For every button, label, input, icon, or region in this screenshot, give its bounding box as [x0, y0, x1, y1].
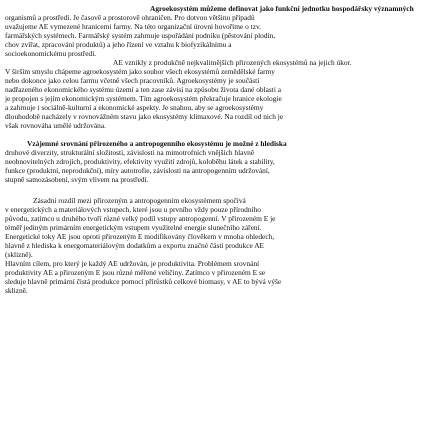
p4-line-6: hlavně z hlediska k energomateriálovým dodatkům a exportu značné části produkce AE [5, 241, 265, 250]
p3-line-5: stupně samozásobení, svým vlivem na prostředí. [5, 175, 149, 184]
p2-line-3: nebo dokonce jako celou farmu včetně všech pracovníků. Agroekosystémy je součástí [5, 76, 260, 85]
p4-line-1: Zásadní rozdíl mezi přirozeným a antropogenním ekosystémem spočívá [33, 196, 246, 205]
p4-line-9: produktivity AE a přirozeným E jsou různé měřené veličiny. Zatímco v přirozeném E se [5, 268, 266, 277]
p3-line-2: druhové diverzity, strukturální složitosti, závislosti na mimotrofních vnějších hlavně [5, 148, 255, 157]
p3-line-1: Vzájemné srovnání přirozeného a antropogenního ekosystému je možné z hlediska [27, 139, 287, 148]
p4-line-8: Hlavním cílem, pro který je každý AE udržován, je produktivita. Problémem srovnání [5, 259, 260, 268]
p4-line-3: původu, zatímco u druhého tvoří různé velký podíl vstupy antropogenní. V přirozeném E je [5, 214, 276, 223]
p1-line-3: uvažujeme AE vymezené hranicemi farmy. Na této organizační úrovni hovoříme o tzv. [5, 22, 262, 31]
p1-line-5: chov zvířat, zpracování produktů) a jeho řízení ve vztahu k biofyzikálnímu a [5, 40, 232, 49]
p2-line-6: a zahrnuje i sociálně-kulturní a ekonomické aspekty. Je snahou, aby se agroekosystémy [5, 103, 264, 112]
p4-line-5: Energetické toky AE jsou oproti přirozeným E modifikovány člověkem v mnoha ohledech, [5, 232, 275, 241]
p1-line-6: socioekonomickému prostředí. [5, 49, 97, 58]
p1-line-2: organismů a prostředí. Je časově a prostorově ohraničen. Pro dotvou většinu případů [5, 13, 255, 22]
p2-line-7: dlouhodobě nacházely v rovnovážném stavu jako ekosystémy klimaxové. Na rozdíl od nich je [5, 112, 284, 121]
p3-line-3: neobnovitelných zdrojích, produktivity, efektivity využití zdrojů, koloběhu látek a stability, [5, 157, 275, 166]
p2-line-5: je propojen s jejím ekonomickým systémem. Tím agroekosystém překračuje hranice ekologie [5, 94, 282, 103]
p2-line-8: však rovnováha umělé udržována. [5, 121, 106, 130]
p4-line-4: téměř jediným primárním energetickým vstupem využitelné energie slunečního záření. [5, 223, 262, 232]
p4-line-7: (sklizně). [5, 250, 33, 259]
p1-line-4: farmářských systémech. Farmářský systém zahrnuje uspořádání podniku (pěstování plodin, [5, 31, 276, 40]
p4-line-10: sleduje hlavně primární čistá produkce pomocí přírůstků celkové biomasy, v AE to bývá výše [5, 277, 282, 286]
p2-line-2: V širším smyslu chápeme agroekosystém jako soubor všech ekosystémů zemědělské farmy [5, 67, 275, 76]
p1-line-1: Agroekosystém můžeme definovat jako funkční jednotku hospodářsky významných [150, 4, 414, 13]
p2-line-4: nadřazeného ekonomického systému území a ten zase závisí na způsobu života dané oblasti a [5, 85, 282, 94]
p3-line-4: funkce (produktní, neprodukční), míry autotrofie, závislosti na antropogenním udržování, [5, 166, 270, 175]
p4-line-2: v energetických a materiálových vstupech, které jsou u prvního vždy pouze přírodního [5, 205, 261, 214]
p2-line-1: AE vznikly z produkčně nejkvalitnějších přirozených ekosystémů na jejich úkor. [113, 58, 352, 67]
p4-line-11: sklizně. [5, 286, 28, 295]
